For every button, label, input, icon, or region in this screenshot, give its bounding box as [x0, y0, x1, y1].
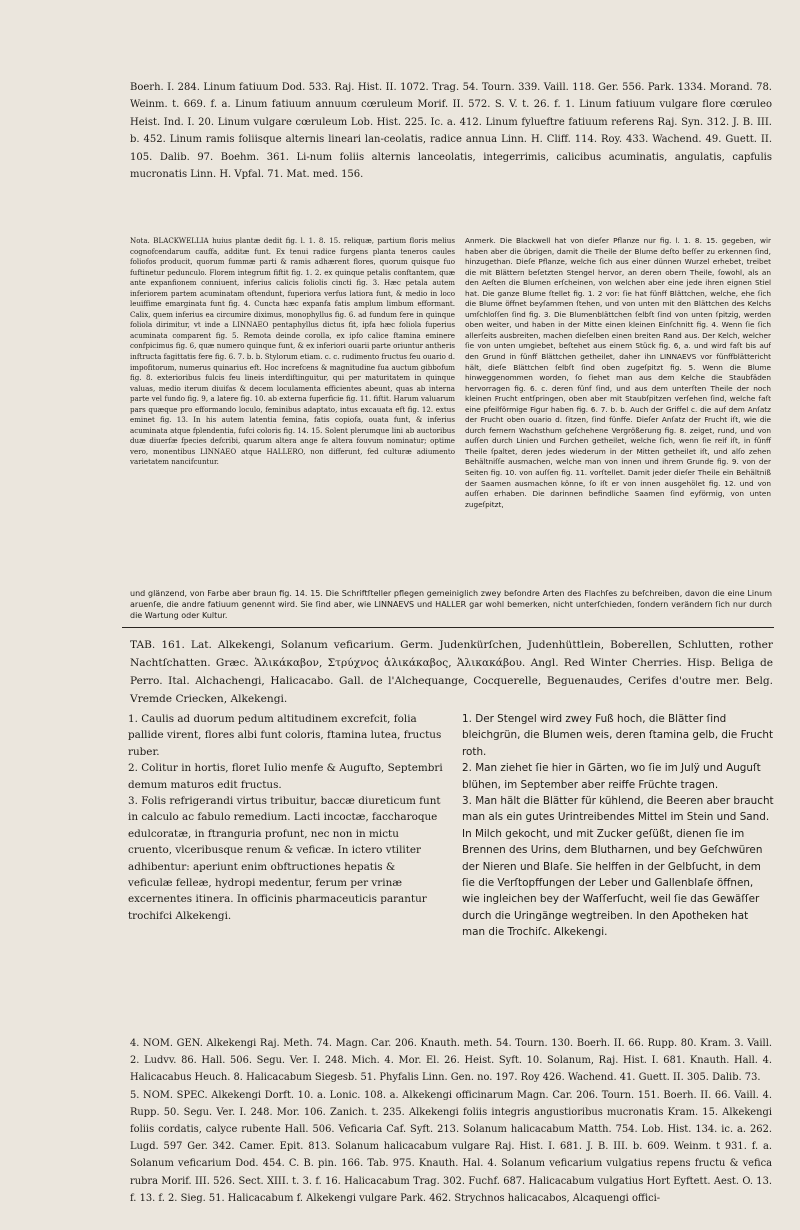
nomenclature-section [130, 1035, 772, 1207]
latin-item-2: 2. Colitur in hortis, floret Iulio menfe & Augufto, Septembri demum maturos edit fructus. [128, 762, 443, 791]
german-column [462, 711, 774, 941]
nom-spec-paragraph: 5. NOM. SPEC. Alkekengi Dorft. 10. a. Lonic. 108. a. Alkekengi officinarum Magn. Car. 206. Tourn. 151. Boerh. II. 66. Vaill. 4. Rupp. 50. Segu. Ver. I. 248. Mor. 106. Zanich. t. 235. Alkekengi foliis integris angustioribus mucronatis Kram. 15. Alkekengi foliis cordatis, calyce rubente Hall. 506. Veficaria Caf. Syft. 213. Solanum halicacabum Matth. 754. Lob. Hist. 134. ic. a. 262. Lugd. 597 Ger. 342. Camer. Epit. 813. Solanum halicacabum vulgare Raj. Hist. I. 681. J. B. III. b. 609. Weinm. t 931. f. a. Solanum veficarium Dod. 454. C. B. pin. 166. Tab. 975. Knauth. Hal. 4. Solanum veficarium vulgatius repens fructu & vefica rubra Morif. III. 526. Sect. XIII. t. 3. f. 16. Halicacabum Trag. 302. Fuchf. 687. Halicacabum vulgatius Hort Eyftett. Aest. O. 13. f. 13. f. 2. Sieg. 51. Halicacabum f. Alkekengi vulgare Park. 462. Strychnos halicacabos, Alcaquengi offici- [130, 1089, 772, 1204]
latin-item-1: 1. Caulis ad duorum pedum altitudinem excrefcit, folia pallide virent, flores albi funt coloris, ftamina lutea, fructus ruber. [128, 713, 442, 758]
latin-column [128, 711, 443, 924]
anmerk-german-paragraph: Anmerk. Die Blackwell hat von dieſer Pflanze nur fig. l. 1. 8. 15. gegeben, wir haben aber die übrigen, damit die Theile der Blume deſto beſſer zu erkennen ſind, hinzugethan. Dieſe Pflanze, welche ſich aus einer dünnen Wurzel erhebet, treibet die mit Blättern beſetzten Stengel hervor, an deren obern Theile, ſowohl, als an den Aeſten die Blumen erſcheinen, von welchen aber eine jede ihren eignen Stiel hat. Die ganze Blume ſtellet fig. 1. 2 vor: ſie hat fünff Blättchen, welche, ehe ſich die Blume öffnet beyſammen ſtehen, und von unten mit den Blättchen des Kelchs umſchloſſen ſind fig. 3. Die Blumenblättchen ſelbſt ſind von unten ſpitzig, werden oben weiter, und haben in der Mitte einen kleinen Einſchnitt fig. 4. Wenn ſie ſich allerſeits ausbreiten, machen dieſelben einen breiten Rand aus. Der Kelch, welcher ſie von unten umgiebet, beſtehet aus einem Stück fig. 6, a. und wird faſt bis auf den Grund in fünff Blättchen getheilet, daher ihn LINNAEVS vor fünffblättericht hält, dieſe Blättchen ſelbſt ſind oben zugeſpitzt fig. 5. Wenn die Blume hinweggenommen worden, ſo ſiehet man aus dem Kelche die Staubfäden hervorragen fig. 6. c. deren fünf ſind, und aus dem unterſten Theile der noch kleinen Frucht entſpringen, oben aber mit Staubſpitzen verſehen ſind, welche faſt eine pfeilförmige Figur haben fig. 6. 7. b. b. Auch der Griffel c. die auf dem Anſatz der Frucht oben ouario d. ſitzen, ſind fünffe. Dieſer Anſatz der Frucht iſt, wie die durch fernern Wachsthum geſchehene Vergrößerung fig. 8. zeiget, rund, und von auſſen durch Linien und Furchen getheilet, welche ſich, wenn ſie reif iſt, in fünff Theile ſpaltet, deren jedes wiederum in der Mitten getheilet iſt, und alſo zehen Behältniſſe ausmachen, welche man von innen und ihrem Grunde fig. 9. von der Seiten fig. 10. von auſſen fig. 11. vorſtellet. Damit jeder dieſer Theile ein Behältniß der Saamen ausmachen könne, ſo iſt er von innen ausgehölet fig. 12. und von auſſen erhaben. Die darinnen befindliche Saamen ſind eyförmig, von unten zugeſpitzt, [465, 236, 771, 509]
linum-synonyms-paragraph: Boerh. I. 284. Linum fatiuum Dod. 533. Raj. Hist. II. 1072. Trag. 54. Tourn. 339. Vaill. 118. Ger. 556. Park. 1334. Morand. 78. Weinm. t. 669. f. a. Linum fatiuum annuum cœruleum Morif. II. 572. S. V. t. 26. f. 1. Linum fatiuum vulgare flore cœruleo Heist. Ind. I. 20. Linum vulgare cœruleum Lob. Hist. 225. Ic. a. 412. Linum fylueftre fatiuum referens Raj. Syn. 312. J. B. III. b. 452. Linum ramis foliisque alternis lineari lan-ceolatis, radice annua Linn. H. Cliff. 114. Roy. 433. Wachend. 49. Guett. II. 105. Dalib. 97. Boehm. 361. Li-num foliis alternis lanceolatis, integerrimis, calicibus acuminatis, angulatis, capfulis mucronatis Linn. H. Vpfal. 71. Mat. med. 156. [130, 82, 772, 181]
latin-item-3: 3. Folis refrigerandi virtus tribuitur, baccæ diureticum funt in calculo ac fabulo remedium. Lacti incoctæ, faccharoque edulcoratæ, in ftranguria profunt, nec non in mictu cruento, vlceribusque renum & veficæ. In ictero vtiliter adhibentur: aperiunt enim obftructiones hepatis & veficulæ felleæ, hydropi medentur, ferum per vrinæ excernentes itinera. In officinis pharmaceuticis parantur trochifci Alkekengi. [128, 795, 441, 922]
tab-161-header: TAB. 161. Lat. Alkekengi, Solanum veficarium. Germ. Judenkürſchen, Judenhüttlein, Boberellen, Schlutten, rother Nachtſchatten. Græc. Ἁλικάκαβον, Στρύχνος ἁλικάκαβος, Ἁλικακάβου. Angl. Red Winter Cherries. Hisp. Beliga de Perro. Ital. Alchachengi, Halicacabo. Gall. de l'Alchequange, Cocquerelle, Beguenaudes, Cerifes d'outre mer. Belg. Vremde Criecken, Alkekengi. [130, 639, 773, 705]
section-divider [122, 627, 774, 628]
anmerk-continuation-paragraph: und glänzend, von Farbe aber braun fig. 14. 15. Die Schriftſteller pflegen gemeiniglich zwey beſondre Arten des Flachſes zu beſchreiben, davon die eine Linum aruenſe, die andre fatiuum genennt wird. Sie ſind aber, wie LINNAEVS und HALLER gar wohl bemerken, nicht unterſchieden, ſondern verändern ſich nur durch die Wartung oder Kultur. [130, 589, 772, 620]
german-item-2: 2. Man ziehet ſie hier in Gärten, wo ſie im Julÿ und Auguſt blühen, im September aber reiffe Früchte tragen. [462, 762, 761, 791]
nom-gen-paragraph: 4. NOM. GEN. Alkekengi Raj. Meth. 74. Magn. Car. 206. Knauth. meth. 54. Tourn. 130. Boerh. II. 66. Rupp. 80. Kram. 3. Vaill. 2. Ludvv. 86. Hall. 506. Segu. Ver. I. 248. Mich. 4. Mor. El. 26. Heist. Syft. 10. Solanum, Raj. Hist. I. 681. Knauth. Hall. 4. Halicacabus Heuch. 8. Halicacabum Siegesb. 51. Phyfalis Linn. Gen. no. 197. Roy 426. Wachend. 41. Guett. II. 305. Dalib. 73. [130, 1038, 772, 1084]
german-item-1: 1. Der Stengel wird zwey Fuß hoch, die Blätter ſind bleichgrün, die Blumen weis, deren ſtamina gelb, die Frucht roth. [462, 713, 774, 758]
german-item-3: 3. Man hält die Blätter für kühlend, die Beeren aber braucht man als ein gutes Urintreibendes Mittel im Stein und Sand. In Milch gekocht, und mit Zucker geſüßt, dienen ſie im Brennen des Urins, dem Blutharnen, und bey Geſchwüren der Nieren und Blaſe. Sie helffen in der Gelbſucht, in dem ſie die Verſtopffungen der Leber und Gallenblaſe öffnen, wie ingleichen bey der Waſſerſucht, weil ſie das Gewäſſer durch die Uringänge wegtreiben. In den Apotheken hat man die Trochiſc. Alkekengi. [462, 795, 774, 939]
nota-latin-paragraph: Nota. BLACKWELLIA huius plantæ dedit fig. l. 1. 8. 15. reliquæ, partium floris melius cognofcendarum cauffa, additæ funt. Ex tenui radice furgens planta teneros caules foliofos producit, quorum fummæ parti & ramis adhærent flores, quorum quisque fuo fuftinetur pedunculo. Florem integrum fiftit fig. 1. 2. ex quinque petalis conftantem, quæ ante expanfionem conniuent, inferius calicis foliolis cincti fig. 3. Hæc petala autem inferiorem partem acuminatam oftendunt, fuperiora verfus latiora funt, & medio in loco leuiffime emarginata funt fig. 4. Cuncta hæc expanfa fatis amplum limbum efformant. Calix, quem inferius ea circumire diximus, monophyllus fig. 6. ad fundum fere in quinque foliola dirimitur, vt inde a LINNAEO pentaphyllus dictus fit, ipfa hæc foliola fuperius acuminata comparent fig. 5. Remota deinde corolla, ex ipfo calice ftamina eminere confpicimus fig. 6, quæ numero quinque funt, & ex inferiori ouarii parte oriuntur antheris inftructa fagittatis fere fig. 6. 7. b. b. Stylorum etiam. c. c. rudimento fructus feu ouario d. impofitorum, numerus quinarius eft. Hoc increfcens & magnitudine fua auctum gibbofum fig. 8. exterioribus fulcis feu lineis interdiftinguitur, qui per maturitatem in quinque valuas, medio iterum diuifas & decem loculamenta efficientes abeunt, quas ab interna parte vel fundo fig. 9, a latere fig. 10. ab externa fuperficie fig. 11. fiftit. Harum valuarum pars quæque pro efformando loculo, feminibus adaptato, intus excauata eft fig. 12. extus eminet fig. 13. In his autem latentia femina, fatis copiofa, ouata funt, & inferius acuminata atque fplendentia, fufci coloris fig. 14. 15. Solent plerumque lini ab auctoribus duæ diuerfæ fpecies defcribi, quarum altera ange fe altera fouvum nominatur; optime vero, monentibus LINNAEO atque HALLERO, non differunt, fed culturæ adiumento varietatem nancifcuntur. [130, 236, 455, 467]
